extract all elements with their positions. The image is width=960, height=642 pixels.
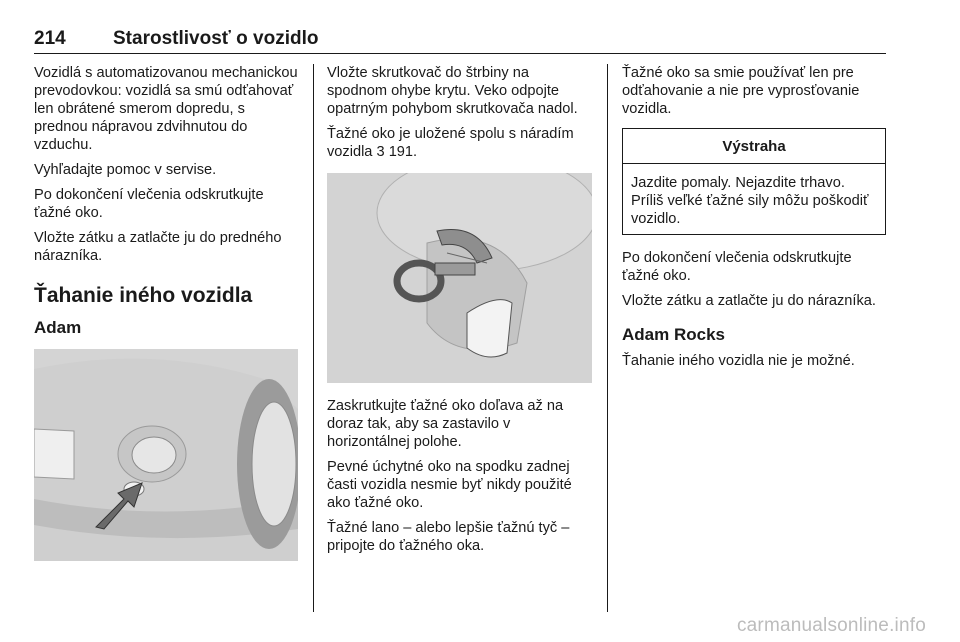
watermark: carmanualsonline.info — [736, 615, 926, 636]
subsection-heading: Adam Rocks — [622, 325, 725, 344]
page-header — [34, 28, 886, 54]
paragraph: Po dokončení vlečenia odskrutkujte ťažné oko. — [34, 187, 264, 221]
paragraph: Pevné úchytné oko na spodku zadnej časti vozidla nesmie byť nikdy použité ako ťažné oko. — [327, 459, 572, 511]
warning-box — [622, 128, 886, 235]
paragraph: Zaskrutkujte ťažné oko doľava až na doraz tak, aby sa zastavilo v horizontálnej polohe. — [327, 398, 564, 450]
column-left — [34, 64, 299, 561]
page-number: 214 — [34, 28, 66, 49]
paragraph: Vozidlá s automatizovanou mechanickou prevodovkou: vozidlá sa smú odťahovať len obrátené smerom dopredu, s prednou nápravou zdvihnutou do vzduchu. — [34, 65, 298, 153]
chapter-title: Starostlivosť o vozidlo — [113, 28, 319, 49]
paragraph: Vložte zátku a zatlačte ju do predného nárazníka. — [34, 230, 282, 264]
warning-text: Jazdite pomaly. Nejazdite trhavo. Príliš veľké ťažné sily môžu poškodiť vozidlo. — [631, 175, 869, 227]
tow-eye-closeup-illustration — [327, 173, 592, 383]
car-rear-illustration — [34, 349, 298, 561]
subsection-heading: Adam — [34, 318, 82, 337]
paragraph: Vyhľadajte pomoc v servise. — [34, 162, 217, 178]
header-divider — [34, 53, 886, 54]
column-right — [622, 64, 888, 377]
warning-title: Výstraha — [623, 129, 885, 164]
section-heading: Ťahanie iného vozidla — [34, 284, 253, 307]
figure-tow-eye-installed — [327, 173, 592, 383]
paragraph: Vložte zátku a zatlačte ju do nárazníka. — [622, 293, 876, 309]
paragraph — [327, 125, 592, 161]
paragraph-text: Ťažné oko je uložené spolu s náradím vozidla — [327, 126, 574, 160]
column-divider — [313, 64, 314, 612]
page-reference-icon: 3 — [376, 144, 385, 160]
paragraph: Vložte skrutkovač do štrbiny na spodnom ohybe krytu. Veko odpojte opatrným pohybom skrutkovača nadol. — [327, 65, 578, 117]
page-reference[interactable]: 191. — [388, 144, 418, 160]
paragraph: Ťažné oko sa smie používať len pre odťahovanie a nie pre vyprosťovanie vozidla. — [622, 65, 860, 117]
paragraph: Ťažné lano – alebo lepšie ťažnú tyč – pripojte do ťažného oka. — [327, 520, 570, 554]
figure-rear-bumper-tow-eye — [34, 349, 298, 561]
paragraph: Po dokončení vlečenia odskrutkujte ťažné oko. — [622, 250, 852, 284]
column-middle — [327, 64, 592, 562]
paragraph: Ťahanie iného vozidla nie je možné. — [622, 353, 855, 369]
column-divider — [607, 64, 608, 612]
